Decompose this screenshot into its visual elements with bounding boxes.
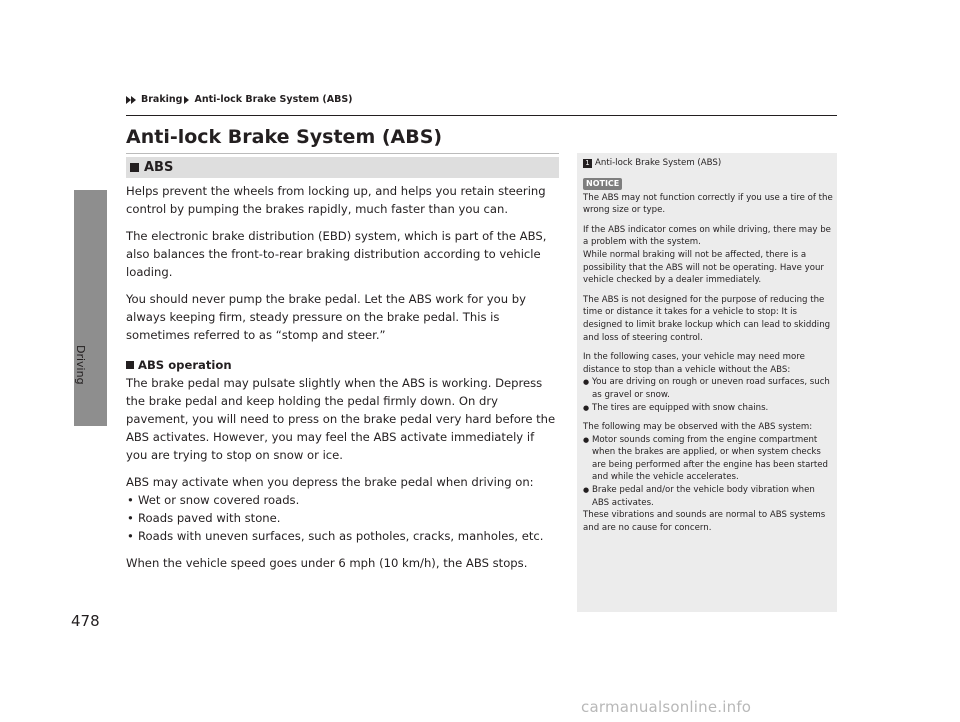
sidebar-heading — [583, 157, 833, 170]
breadcrumb-item-abs[interactable]: Anti-lock Brake System (ABS) — [194, 94, 353, 105]
body-paragraph: Helps prevent the wheels from locking up, and helps you retain steering control by pumping the brakes rapidly, much faster than you can. — [126, 184, 546, 216]
notice-badge: NOTICE — [583, 178, 622, 190]
body-paragraph: The brake pedal may pulsate slightly when the ABS is working. Depress the brake pedal and keep holding the pedal firmly down. On dry pavement, you will need to press on the brake pedal very hard before the ABS activates. However, you may feel the ABS activate immediately if you are trying to stop on snow or ice. — [126, 376, 556, 462]
main-body — [126, 182, 558, 581]
sidebar-paragraph: The following may be observed with the ABS system: — [583, 422, 813, 433]
sidebar-paragraph: The ABS is not designed for the purpose of reducing the time or distance it takes for a vehicle to stop: It is designed to limit brake lockup which can lead to skidding and loss of steering control. — [583, 294, 831, 343]
bullet-list — [126, 491, 558, 545]
sidebar-heading-text: Anti-lock Brake System (ABS) — [595, 158, 722, 168]
breadcrumb — [126, 94, 353, 105]
page-title: Anti-lock Brake System (ABS) — [126, 126, 443, 148]
list-item: ● Brake pedal and/or the vehicle body vibration when ABS activates. — [583, 484, 833, 509]
body-paragraph: You should never pump the brake pedal. Let the ABS work for you by always keeping firm, steady pressure on the brake pedal. This is sometimes referred to as “stomp and steer.” — [126, 292, 526, 342]
list-item: • Roads with uneven surfaces, such as potholes, cracks, manholes, etc. — [126, 527, 558, 545]
sidebar-paragraph: In the following cases, your vehicle may need more distance to stop than a vehicle without the ABS: — [583, 352, 805, 375]
subsection-heading — [126, 356, 558, 374]
breadcrumb-item-braking[interactable]: Braking — [141, 94, 183, 105]
list-intro: ABS may activate when you depress the brake pedal when driving on: — [126, 475, 534, 489]
sidebar-paragraph: The ABS may not function correctly if you use a tire of the wrong size or type. — [583, 192, 833, 216]
subsection-heading-text: ABS operation — [138, 358, 232, 372]
square-bullet-icon — [130, 163, 139, 172]
chapter-side-tab — [74, 190, 107, 426]
page-number: 478 — [71, 612, 100, 630]
section-heading: ABS — [144, 160, 174, 175]
notes-sidebar-content — [583, 157, 833, 541]
list-item: • Wet or snow covered roads. — [126, 491, 558, 509]
double-arrow-icon — [126, 96, 137, 104]
list-item: ● You are driving on rough or uneven road surfaces, such as gravel or snow. — [583, 376, 833, 401]
body-paragraph: When the vehicle speed goes under 6 mph (10 km/h), the ABS stops. — [126, 556, 528, 570]
sidebar-paragraph: If the ABS indicator comes on while driving, there may be a problem with the system. — [583, 224, 831, 248]
sidebar-bullet-list — [583, 434, 833, 510]
reference-marker-icon: 1 — [583, 159, 592, 168]
square-bullet-icon — [126, 361, 134, 369]
header-divider — [126, 115, 837, 116]
watermark: carmanualsonline.info — [581, 698, 752, 716]
list-item: • Roads paved with stone. — [126, 509, 558, 527]
sidebar-bullet-list — [583, 376, 833, 414]
list-item: ● Motor sounds coming from the engine compartment when the brakes are applied, or when system checks are being performed after the engine has been started and while the vehicle accelerates. — [583, 434, 833, 484]
chapter-side-tab-label: Driving — [74, 345, 87, 385]
body-paragraph: The electronic brake distribution (EBD) system, which is part of the ABS, also balances the front-to-rear braking distribution according to vehicle loading. — [126, 229, 547, 279]
title-divider — [126, 153, 559, 154]
sidebar-paragraph: While normal braking will not be affected, there is a possibility that the ABS will not be operating. Have your vehicle checked by a dealer immediately. — [583, 249, 824, 286]
section-heading-bar — [126, 157, 559, 178]
list-item: ● The tires are equipped with snow chains. — [583, 402, 833, 415]
sidebar-paragraph: These vibrations and sounds are normal to ABS systems and are no cause for concern. — [583, 510, 826, 533]
arrow-icon — [184, 96, 190, 104]
